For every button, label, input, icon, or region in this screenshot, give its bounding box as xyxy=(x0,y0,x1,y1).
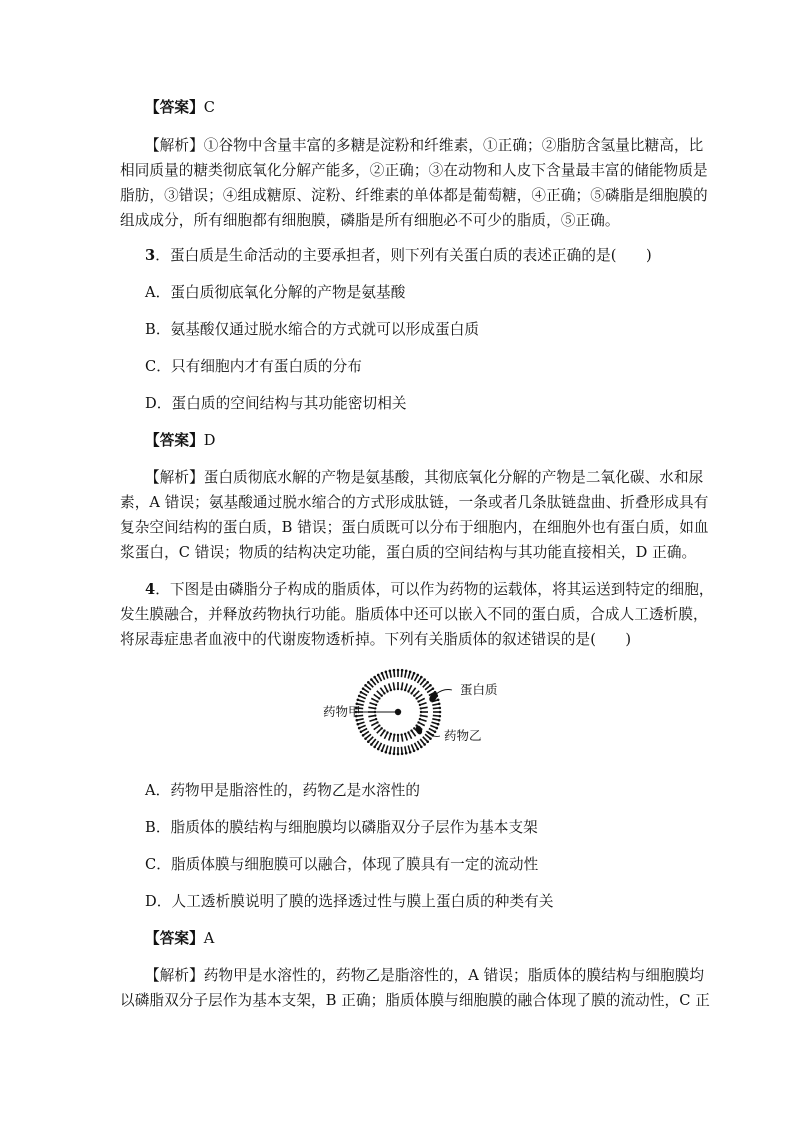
phospholipid-head xyxy=(410,692,412,694)
analysis-1-line-4: 组成成分，所有细胞都有细胞膜，磷脂是所有细胞必不可少的脂质，⑤正确。 xyxy=(120,212,620,229)
phospholipid-head xyxy=(383,729,385,731)
phospholipid-head xyxy=(404,733,406,735)
question-4-option-d: D．人工透析膜说明了膜的选择透过性与膜上蛋白质的种类有关 xyxy=(145,893,554,910)
answer-value: A xyxy=(203,930,215,947)
phospholipid-head xyxy=(376,700,378,702)
phospholipid-head xyxy=(364,684,367,687)
phospholipid-head xyxy=(393,752,396,755)
answer-prefix: 【答案】 xyxy=(145,432,204,449)
question-3-option-d: D．蛋白质的空间结构与其功能密切相关 xyxy=(145,395,407,412)
phospholipid-head xyxy=(409,751,412,754)
phospholipid-head xyxy=(409,671,412,674)
question-3-option-b: B．氨基酸仅通过脱水缩合的方式就可以形成蛋白质 xyxy=(145,321,480,338)
phospholipid-head xyxy=(420,746,423,749)
phospholipid-head xyxy=(367,740,370,743)
answer-line-1 xyxy=(145,98,705,118)
analysis-3-line-3: 复杂空间结构的蛋白质，B 错误；蛋白质既可以分布于细胞内，在细胞外也有蛋白质，如血 xyxy=(120,519,709,536)
phospholipid-head xyxy=(413,727,415,729)
question-4-stem-line-3: 将尿毒症患者血液中的代谢废物透析掉。下列有关脂质体的叙述错误的是( ) xyxy=(120,631,632,648)
phospholipid-head xyxy=(413,750,416,753)
question-4-option-b: B．脂质体的膜结构与细胞膜均以磷脂双分子层作为基本支架 xyxy=(145,819,538,836)
phospholipid-head xyxy=(419,718,421,720)
phospholipid-head xyxy=(376,721,378,723)
phospholipid-head xyxy=(407,690,409,692)
analysis-1-line-3: 脂肪，③错误；④组成糖原、淀粉、纤维素的单体都是葡萄糖，④正确；⑤磷脂是细胞膜的 xyxy=(120,187,708,204)
phospholipid-head xyxy=(423,743,426,746)
question-4-stem-line-2: 发生膜融合，并释放药物执行功能。脂质体中还可以嵌入不同的蛋白质，合成人工透析膜， xyxy=(120,606,708,623)
phospholipid-head xyxy=(410,729,412,731)
phospholipid-head xyxy=(383,692,385,694)
phospholipid-head xyxy=(370,678,373,681)
phospholipid-head xyxy=(413,672,416,675)
phospholipid-head xyxy=(437,723,440,726)
analysis-1-line-2: 相同质量的糖类彻底氧化分解产能多，②正确；③在动物和人皮下含量最丰富的储能物质是 xyxy=(120,162,708,179)
answer-value: C xyxy=(203,99,216,116)
phospholipid-head xyxy=(362,687,365,690)
phospholipid-head xyxy=(381,672,384,675)
question-3-option-c: C．只有细胞内才有蛋白质的分布 xyxy=(145,358,362,375)
phospholipid-head xyxy=(375,718,377,720)
phospholipid-head xyxy=(378,697,380,699)
phospholipid-head xyxy=(437,699,440,702)
question-number: 3 xyxy=(145,247,156,264)
phospholipid-head xyxy=(367,681,370,684)
phospholipid-head xyxy=(357,699,360,702)
phospholipid-head xyxy=(390,733,392,735)
phospholipid-head xyxy=(374,714,376,716)
phospholipid-head xyxy=(413,695,415,697)
answer-prefix: 【答案】 xyxy=(145,99,204,116)
phospholipid-head xyxy=(358,727,361,730)
phospholipid-head xyxy=(416,748,419,751)
analysis-4-line-2: 以磷脂双分子层作为基本支架，B 正确；脂质体膜与细胞膜的融合体现了膜的流动性，C 正 xyxy=(120,992,710,1009)
analysis-3-line-2: 素，A 错误；氨基酸通过脱水缩合的方式形成肽链，一条或者几条肽链盘曲、折叠形成具有 xyxy=(120,494,709,511)
phospholipid-head xyxy=(419,704,421,706)
phospholipid-head xyxy=(381,727,383,729)
phospholipid-head xyxy=(381,750,384,753)
phospholipid-head xyxy=(426,681,429,684)
question-3-option-a: A．蛋白质彻底氧化分解的产物是氨基酸 xyxy=(145,284,406,301)
phospholipid-head xyxy=(438,719,441,722)
phospholipid-head xyxy=(438,707,441,710)
phospholipid-head xyxy=(397,734,399,736)
protein-leader-line xyxy=(436,690,452,695)
analysis-4-line-1: 【解析】药物甲是水溶性的，药物乙是脂溶性的，A 错误；脂质体的膜结构与细胞膜均 xyxy=(145,967,705,984)
phospholipid-head xyxy=(404,689,406,691)
phospholipid-head xyxy=(378,724,380,726)
phospholipid-head xyxy=(362,734,365,737)
phospholipid-head xyxy=(370,743,373,746)
phospholipid-head xyxy=(434,730,437,733)
phospholipid-head xyxy=(397,688,399,690)
phospholipid-head xyxy=(415,697,417,699)
phospholipid-head xyxy=(407,731,409,733)
phospholipid-head xyxy=(393,669,396,672)
phospholipid-head xyxy=(423,678,426,681)
phospholipid-head xyxy=(420,714,422,716)
phospholipid-head xyxy=(417,700,419,702)
phospholipid-head xyxy=(420,676,423,679)
answer-value: D xyxy=(203,432,216,449)
phospholipid-head xyxy=(377,748,380,751)
phospholipid-head xyxy=(405,670,408,673)
question-4-option-a: A．药物甲是脂溶性的，药物乙是水溶性的 xyxy=(145,782,421,799)
phospholipid-head xyxy=(389,752,392,755)
phospholipid-head xyxy=(429,737,432,740)
phospholipid-head xyxy=(401,669,404,672)
phospholipid-head xyxy=(400,734,402,736)
phospholipid-head xyxy=(397,753,400,756)
phospholipid-head xyxy=(381,695,383,697)
phospholipid-head xyxy=(390,689,392,691)
phospholipid-head xyxy=(385,671,388,674)
phospholipid-head xyxy=(426,740,429,743)
phospholipid-head xyxy=(389,670,392,673)
phospholipid-head xyxy=(416,674,419,677)
phospholipid-head xyxy=(417,721,419,723)
phospholipid-head xyxy=(393,688,395,690)
question-stem-text: ．下图是由磷脂分子构成的脂质体，可以作为药物的运载体，将其运送到特定的细胞， xyxy=(155,581,714,598)
phospholipid-head xyxy=(360,730,363,733)
phospholipid-head xyxy=(357,723,360,726)
analysis-3-line-1: 【解析】蛋白质彻底水解的产物是氨基酸，其彻底氧化分解的产物是二氧化碳、水和尿 xyxy=(145,469,704,486)
phospholipid-head xyxy=(401,752,404,755)
phospholipid-head xyxy=(386,690,388,692)
phospholipid-head xyxy=(360,691,363,694)
label-drug-a: 药物甲 xyxy=(323,704,361,719)
phospholipid-head xyxy=(393,734,395,736)
phospholipid-head xyxy=(400,688,402,690)
answer-prefix: 【答案】 xyxy=(145,930,204,947)
phospholipid-head xyxy=(385,751,388,754)
phospholipid-head xyxy=(438,715,441,718)
phospholipid-head xyxy=(356,719,359,722)
question-4-stem-line-1 xyxy=(145,580,714,600)
phospholipid-head xyxy=(375,704,377,706)
phospholipid-head xyxy=(386,731,388,733)
question-3-stem xyxy=(145,246,705,266)
phospholipid-head xyxy=(436,727,439,730)
phospholipid-head xyxy=(439,711,442,714)
phospholipid-head xyxy=(358,695,361,698)
label-drug-b: 药物乙 xyxy=(444,728,482,743)
phospholipid-head xyxy=(438,703,441,706)
answer-line-3 xyxy=(145,431,705,451)
phospholipid-head xyxy=(429,684,432,687)
phospholipid-head xyxy=(373,676,376,679)
question-4-option-c: C．脂质体膜与细胞膜可以融合，体现了膜具有一定的流动性 xyxy=(145,856,539,873)
answer-line-4 xyxy=(145,929,705,949)
phospholipid-head xyxy=(420,707,422,709)
phospholipid-head xyxy=(377,674,380,677)
phospholipid-head xyxy=(374,707,376,709)
question-number: 4 xyxy=(145,581,156,598)
label-protein: 蛋白质 xyxy=(460,682,498,697)
question-stem-text: ．蛋白质是生命活动的主要承担者，则下列有关蛋白质的表述正确的是( ) xyxy=(155,247,652,264)
phospholipid-head xyxy=(364,737,367,740)
analysis-1-line-1: 【解析】①谷物中含量丰富的多糖是淀粉和纤维素，①正确；②脂肪含氢量比糖高，比 xyxy=(145,137,704,154)
phospholipid-head xyxy=(397,669,400,672)
phospholipid-head xyxy=(432,687,435,690)
analysis-3-line-4: 浆蛋白，C 错误；物质的结构决定功能，蛋白质的空间结构与其功能直接相关，D 正确。 xyxy=(120,544,697,561)
phospholipid-head xyxy=(420,711,422,713)
phospholipid-head xyxy=(373,746,376,749)
phospholipid-head xyxy=(405,752,408,755)
liposome-figure xyxy=(318,668,518,760)
